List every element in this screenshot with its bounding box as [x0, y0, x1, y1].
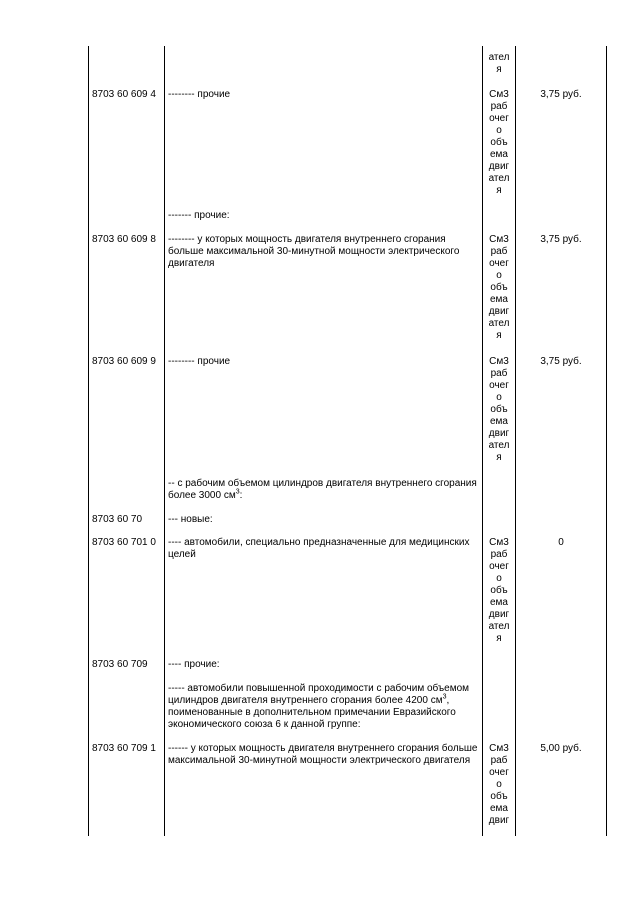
duty-rate: 0: [558, 537, 564, 548]
item-description: -------- у которых мощность двигателя внутреннего сгорания больше максимальной 30-минутной мощности электрического двигателя: [168, 234, 460, 269]
unit-line: двиг: [488, 161, 510, 172]
unit-line: я: [496, 330, 502, 341]
tariff-code: 8703 60 609 4: [92, 89, 156, 100]
unit-cell: [486, 356, 512, 464]
tariff-code: 8703 60 709: [92, 659, 148, 670]
unit-line: раб: [490, 549, 508, 560]
unit-line: ема: [490, 597, 508, 608]
unit-line: о: [496, 270, 502, 281]
unit-line: двиг: [488, 306, 510, 317]
table-border-right: [606, 46, 607, 836]
description-text: ----- автомобили повышенной проходимости с рабочим объемом цилиндров двигателя внутреннего сгорания более 4200 см: [168, 683, 470, 706]
unit-line: раб: [490, 101, 508, 112]
unit-line: См3: [489, 537, 509, 548]
unit-line: о: [496, 125, 502, 136]
unit-line: См3: [489, 743, 509, 754]
unit-line: объ: [490, 791, 508, 802]
duty-rate: 3,75 руб.: [540, 234, 582, 245]
unit-line: См3: [489, 234, 509, 245]
tariff-code: 8703 60 609 9: [92, 356, 156, 367]
unit-line: очег: [489, 113, 509, 124]
tariff-code: 8703 60 709 1: [92, 743, 156, 754]
description-text: :: [239, 490, 243, 501]
superscript: 3: [235, 488, 240, 496]
unit-line: объ: [490, 282, 508, 293]
unit-line: двиг: [488, 428, 510, 439]
unit-line: ател: [488, 440, 510, 451]
unit-line: ател: [488, 173, 510, 184]
item-description: [168, 683, 480, 731]
unit-cell: [486, 537, 512, 645]
tariff-code: 8703 60 701 0: [92, 537, 156, 548]
unit-cell: [486, 743, 512, 827]
unit-line: ема: [490, 803, 508, 814]
item-description: -------- прочие: [168, 89, 231, 100]
unit-line: См3: [489, 356, 509, 367]
item-description: ------ у которых мощность двигателя внутреннего сгорания больше максимальной 30-минутной мощности электрического двигателя: [168, 743, 478, 766]
unit-line: раб: [490, 368, 508, 379]
column-divider-description: [482, 46, 483, 836]
unit-line: ема: [490, 416, 508, 427]
item-description: ---- автомобили, специально предназначенные для медицинских целей: [168, 537, 470, 560]
unit-line: я: [496, 64, 502, 75]
unit-line: раб: [490, 755, 508, 766]
unit-line: я: [496, 452, 502, 463]
item-description: --- новые:: [168, 514, 213, 525]
superscript: 3: [442, 693, 447, 701]
unit-line: о: [496, 779, 502, 790]
description-text: , поименованные в дополнительном примечании Евразийского экономического союза 6 к данной группе:: [168, 695, 456, 730]
tariff-code: 8703 60 70: [92, 514, 143, 525]
item-description: [168, 478, 480, 502]
unit-line: очег: [489, 258, 509, 269]
duty-rate: 3,75 руб.: [540, 356, 582, 367]
item-description: -------- прочие: [168, 356, 231, 367]
tariff-code: 8703 60 609 8: [92, 234, 156, 245]
unit-line: раб: [490, 246, 508, 257]
unit-line: я: [496, 185, 502, 196]
item-description: ---- прочие:: [168, 659, 220, 670]
unit-cell: [486, 234, 512, 342]
description-text: -- с рабочим объемом цилиндров двигателя внутреннего сгорания более 3000 см: [168, 478, 477, 501]
unit-line: я: [496, 633, 502, 644]
unit-line: ател: [488, 318, 510, 329]
unit-line: о: [496, 573, 502, 584]
unit-line: См3: [489, 89, 509, 100]
unit-cell: [486, 89, 512, 197]
unit-line: ема: [490, 149, 508, 160]
unit-line: двиг: [488, 815, 510, 826]
column-divider-code: [164, 46, 165, 836]
unit-cell: [486, 52, 512, 76]
column-divider-unit: [515, 46, 516, 836]
table-border-left: [88, 46, 89, 836]
item-description: ------- прочие:: [168, 210, 230, 221]
unit-line: ател: [488, 52, 510, 63]
unit-line: о: [496, 392, 502, 403]
unit-line: объ: [490, 404, 508, 415]
unit-line: объ: [490, 137, 508, 148]
unit-line: ател: [488, 621, 510, 632]
unit-line: очег: [489, 380, 509, 391]
unit-line: объ: [490, 585, 508, 596]
unit-line: двиг: [488, 609, 510, 620]
unit-line: очег: [489, 561, 509, 572]
duty-rate: 3,75 руб.: [540, 89, 582, 100]
duty-rate: 5,00 руб.: [540, 743, 582, 754]
unit-line: ема: [490, 294, 508, 305]
unit-line: очег: [489, 767, 509, 778]
